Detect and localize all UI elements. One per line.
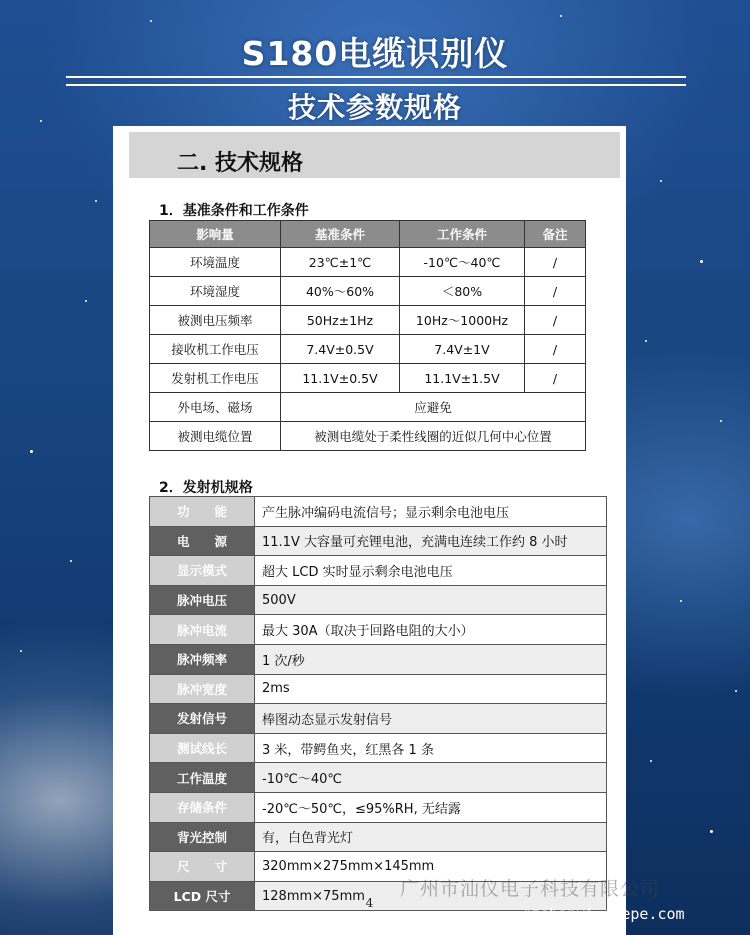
- table-header-row: [150, 221, 586, 248]
- table-cell: 40%～60%: [281, 277, 400, 306]
- spec-label: 功 能: [150, 497, 255, 527]
- spec-label: 工作温度: [150, 763, 255, 793]
- table-cell-merged: 被测电缆处于柔性线圈的近似几何中心位置: [281, 422, 586, 451]
- spec-value: 2ms: [255, 674, 607, 704]
- table-cell: 环境温度: [150, 248, 281, 277]
- site-url-watermark: gzshanyi.goepe.com: [522, 905, 685, 923]
- spec-label: LCD 尺寸: [150, 881, 255, 911]
- spec-label: 脉冲电压: [150, 585, 255, 615]
- table-row: [150, 704, 607, 734]
- table-cell: /: [525, 277, 586, 306]
- table-row: [150, 526, 607, 556]
- table-row: [150, 733, 607, 763]
- table-row: [150, 674, 607, 704]
- table-row: [150, 763, 607, 793]
- column-header: 备注: [525, 221, 586, 248]
- table-row: [150, 556, 607, 586]
- table-cell: /: [525, 248, 586, 277]
- section-title: 二. 技术规格: [177, 151, 304, 176]
- spec-label: 存储条件: [150, 792, 255, 822]
- page-subtitle: 技术参数规格: [287, 91, 462, 124]
- spec-label: 测试线长: [150, 733, 255, 763]
- spec-value: 500V: [255, 585, 607, 615]
- spec-value: 320mm×275mm×145mm: [255, 852, 607, 882]
- table-row: [150, 277, 586, 306]
- column-header: 工作条件: [400, 221, 525, 248]
- column-header: 影响量: [150, 221, 281, 248]
- spec-value: 3 米，带鳄鱼夹，红黑各 1 条: [255, 733, 607, 763]
- spec-label: 脉冲电流: [150, 615, 255, 645]
- table-cell: 11.1V±0.5V: [281, 364, 400, 393]
- company-watermark: 广州市汕仪电子科技有限公司: [400, 878, 661, 900]
- section-header-bar: [129, 132, 620, 178]
- table-cell: 11.1V±1.5V: [400, 364, 525, 393]
- table-cell: 被测电缆位置: [150, 422, 281, 451]
- table-row: [150, 615, 607, 645]
- table-cell: /: [525, 364, 586, 393]
- table-row: [150, 822, 607, 852]
- spec-label: 脉冲频率: [150, 644, 255, 674]
- table-cell: 外电场、磁场: [150, 393, 281, 422]
- table-cell-merged: 应避免: [281, 393, 586, 422]
- table1-caption: 1．基准条件和工作条件: [159, 203, 309, 219]
- table-cell: /: [525, 306, 586, 335]
- spec-label: 电 源: [150, 526, 255, 556]
- spec-label: 尺 寸: [150, 852, 255, 882]
- spec-label: 背光控制: [150, 822, 255, 852]
- spec-value: -10℃～40℃: [255, 763, 607, 793]
- table-row: [150, 335, 586, 364]
- table-cell: 环境湿度: [150, 277, 281, 306]
- reference-conditions-table: [149, 220, 586, 451]
- page-number: 4: [365, 896, 374, 910]
- table-row: [150, 644, 607, 674]
- spec-value: 1 次/秒: [255, 644, 607, 674]
- spec-value: 有，白色背光灯: [255, 822, 607, 852]
- table-cell: 7.4V±0.5V: [281, 335, 400, 364]
- spec-value: -20℃～50℃，≤95%RH, 无结露: [255, 792, 607, 822]
- table-cell: ＜80%: [400, 277, 525, 306]
- spec-sheet-page: [113, 126, 626, 935]
- product-title: S180电缆识别仪: [241, 34, 509, 73]
- table-cell: 23℃±1℃: [281, 248, 400, 277]
- table-row: [150, 422, 586, 451]
- title-divider-top: [66, 76, 686, 78]
- table-cell: 7.4V±1V: [400, 335, 525, 364]
- table-row: [150, 497, 607, 527]
- table-row: [150, 306, 586, 335]
- table-cell: 被测电压频率: [150, 306, 281, 335]
- table-cell: 发射机工作电压: [150, 364, 281, 393]
- spec-value: 棒图动态显示发射信号: [255, 704, 607, 734]
- spec-value: 11.1V 大容量可充锂电池，充满电连续工作约 8 小时: [255, 526, 607, 556]
- spec-value: 128mm×75mm: [255, 881, 607, 911]
- spec-value: 超大 LCD 实时显示剩余电池电压: [255, 556, 607, 586]
- transmitter-spec-table: [149, 496, 607, 911]
- spec-label: 脉冲宽度: [150, 674, 255, 704]
- table-cell: /: [525, 335, 586, 364]
- spec-label: 显示模式: [150, 556, 255, 586]
- table2-caption: 2．发射机规格: [159, 480, 253, 496]
- table-row: [150, 792, 607, 822]
- table-cell: 50Hz±1Hz: [281, 306, 400, 335]
- table-cell: 接收机工作电压: [150, 335, 281, 364]
- table-row: [150, 364, 586, 393]
- table-cell: 10Hz～1000Hz: [400, 306, 525, 335]
- table-row: [150, 393, 586, 422]
- spec-value: 最大 30A（取决于回路电阻的大小）: [255, 615, 607, 645]
- table-row: [150, 585, 607, 615]
- table-row: [150, 248, 586, 277]
- spec-label: 发射信号: [150, 704, 255, 734]
- table-cell: -10℃～40℃: [400, 248, 525, 277]
- column-header: 基准条件: [281, 221, 400, 248]
- spec-value: 产生脉冲编码电流信号；显示剩余电池电压: [255, 497, 607, 527]
